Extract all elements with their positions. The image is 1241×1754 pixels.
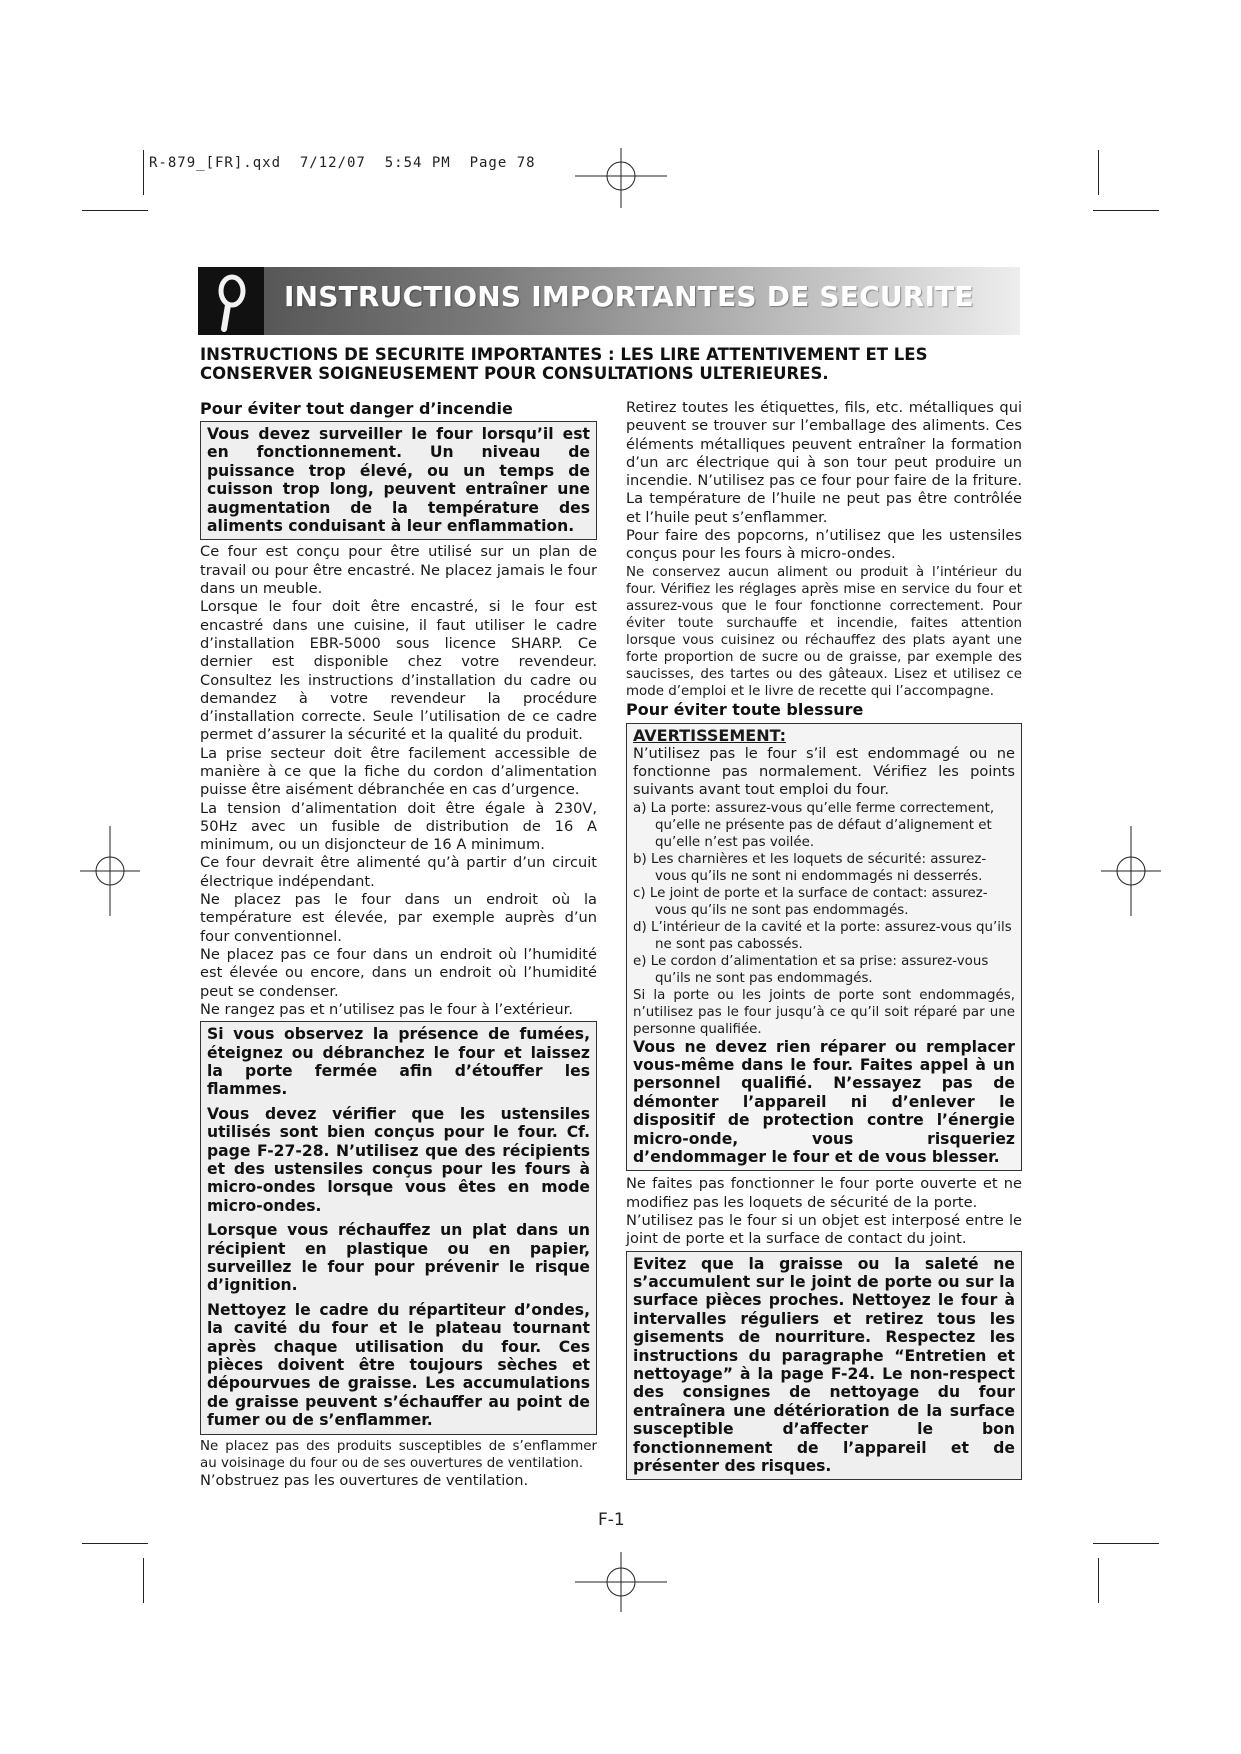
box-paragraph: Vous ne devez rien réparer ou remplacer vous-même dans le four. Faites appel à un personnel qualifié. N’essayez pas de démonter l’appareil ni d’enlever le dispositif de protection contre l’énergie micro-onde, vous risqueriez d’endommager le four et de vous blesser. [633, 1037, 1015, 1166]
box-paragraph: Evitez que la graisse ou la saleté ne s’accumulent sur le joint de porte ou sur la surface pièces proches. Nettoyez le four à intervalles réguliers et retirez tous les gisements de nourriture. Respectez les instructions du paragraphe “Entretien et nettoyage” à la page F-24. Le non-respect des consignes de nettoyage du four entraînera une détérioration de la surface susceptible d’affecter le bon fonctionnement de l’appareil et de présenter des risques. [633, 1254, 1015, 1476]
crop-mark [1098, 1558, 1099, 1603]
section-heading: Pour éviter toute blessure [626, 699, 864, 719]
left-column [200, 399, 597, 1490]
right-column [626, 399, 1022, 1483]
crop-mark [143, 150, 144, 195]
banner-icon-box [198, 267, 264, 335]
magnifier-icon [198, 267, 264, 335]
registration-mark-icon [1101, 826, 1161, 916]
intro-text: INSTRUCTIONS DE SECURITE IMPORTANTES : LES LIRE ATTENTIVEMENT ET LES CONSERVER SOIGNEUSEMENT POUR CONSULTATIONS ULTERIEURES. [200, 345, 928, 383]
checklist-item: e) Le cordon d’alimentation et sa prise: assurez-vous qu’ils ne sont pas endommagés. [633, 953, 989, 986]
title-banner [198, 267, 1020, 335]
crop-mark [143, 1558, 144, 1603]
registration-mark-icon [80, 826, 140, 916]
warning-box [200, 421, 597, 540]
checklist-item: c) Le joint de porte et la surface de contact: assurez-vous qu’ils ne sont pas endommagés. [633, 885, 988, 918]
body-paragraph: La prise secteur doit être facilement accessible de manière à ce que la fiche du cordon d’alimentation puisse être aisément débranchée en cas d’urgence. [200, 744, 597, 799]
warning-box [200, 1021, 597, 1435]
body-paragraph: Ne placez pas le four dans un endroit où la température est élevée, par exemple auprès d’un four conventionnel. [200, 891, 597, 945]
crop-mark [1093, 210, 1159, 211]
body-paragraph: Ce four devrait être alimenté qu’à partir d’un circuit électrique indépendant. [200, 854, 597, 890]
body-paragraph: Ne placez pas des produits susceptibles de s’enflammer au voisinage du four ou de ses ouvertures de ventilation. [200, 1438, 597, 1471]
body-paragraph: Lorsque le four doit être encastré, si le four est encastré dans une cuisine, il faut utiliser le cadre d’installation EBR-5000 sous licence SHARP. Ce dernier est disponible chez votre revendeur. Consultez les instructions d’installation du cadre ou demandez à votre revendeur la procédure d’installation correcte. Seule l’utilisation de ce cadre permet d’assurer la sécurité et la qualité du produit. [200, 598, 597, 744]
body-paragraph: La tension d’alimentation doit être égale à 230V, 50Hz avec un fusible de distribution de 16 A minimum, ou un disjoncteur de 16 A minimum. [200, 799, 597, 854]
checklist-item: d) L’intérieur de la cavité et la porte: assurez-vous qu’ils ne sont pas cabossés. [633, 919, 1012, 952]
body-paragraph: Ce four est conçu pour être utilisé sur un plan de travail ou pour être encastré. Ne placez jamais le four dans un meuble. [200, 543, 597, 598]
body-paragraph: Ne faites pas fonctionner le four porte ouverte et ne modifiez pas les loquets de sécurité de la porte. [626, 1175, 1022, 1211]
body-paragraph: Retirez toutes les étiquettes, fils, etc. métalliques qui peuvent se trouver sur l’emballage des aliments. Ces éléments métalliques peuvent entraîner la formation d’un arc électrique qui à son tour peut produire un incendie. N’utilisez pas ce four pour faire de la friture. La température de l’huile ne peut pas être contrôlée et l’huile peut s’enflammer. [626, 399, 1022, 526]
crop-mark [1093, 1543, 1159, 1544]
body-paragraph: Ne conservez aucun aliment ou produit à l’intérieur du four. Vérifiez les réglages après mise en service du four et assurez-vous que le four fonctionne correctement. Pour éviter toute surchauffe et incendie, faites attention lorsque vous cuisinez ou réchauffez des plats ayant une forte proportion de sucre ou de graisse, par exemple des saucisses, des tartes ou des gâteaux. Lisez et utilisez ce mode d’emploi et le livre de recette qui l’accompagne. [626, 564, 1022, 699]
banner-title: INSTRUCTIONS IMPORTANTES DE SECURITE [284, 280, 974, 313]
checklist-item: b) Les charnières et les loquets de sécurité: assurez-vous qu’ils ne sont ni endommagés ni desserrés. [633, 851, 987, 884]
warning-title: AVERTISSEMENT: [633, 725, 787, 745]
body-paragraph: Ne placez pas ce four dans un endroit où l’humidité est élevée ou encore, dans un endroit où l’humidité peut se condenser. [200, 945, 597, 1000]
section-heading: Pour éviter tout danger d’incendie [200, 399, 513, 418]
body-paragraph: Pour faire des popcorns, n’utilisez que les ustensiles conçus pour les fours à micro-ondes. [626, 527, 1022, 563]
box-paragraph: Si vous observez la présence de fumées, éteignez ou débranchez le four et laissez la porte fermée afin d’étouffer les flammes. [207, 1025, 590, 1099]
warning-box [626, 723, 1022, 1172]
crop-mark [1098, 150, 1099, 195]
box-paragraph: Nettoyez le cadre du répartiteur d’ondes, la cavité du four et le plateau tournant après chaque utilisation du four. Ces pièces doivent être toujours sèches et dépourvues de graisse. Les accumulations de graisse peuvent s’échauffer au point de fumer ou de s’enflammer. [207, 1300, 590, 1430]
body-paragraph: N’obstruez pas les ouvertures de ventilation. [200, 1471, 529, 1489]
warning-note: Si la porte ou les joints de porte sont endommagés, n’utilisez pas le four jusqu’à ce qu’il soit réparé par une personne qualifiée. [633, 987, 1015, 1037]
print-slug: R-879_[FR].qxd 7/12/07 5:54 PM Page 78 [149, 155, 536, 171]
crop-mark [82, 210, 148, 211]
box-paragraph: Vous devez vérifier que les ustensiles utilisés sont bien conçus pour le four. Cf. page F-27-28. N’utilisez que des récipients et des ustensiles conçus pour les fours à micro-ondes lorsque vous êtes en mode micro-ondes. [207, 1104, 590, 1215]
box-paragraph: Lorsque vous réchauffez un plat dans un récipient en plastique ou en papier, surveillez le four pour prévenir le risque d’ignition. [207, 1221, 590, 1295]
registration-mark-icon [575, 1552, 667, 1612]
crop-mark [82, 1543, 148, 1544]
checklist-item: a) La porte: assurez-vous qu’elle ferme correctement, qu’elle ne présente pas de défaut d’alignement et qu’elle n’est pas voilée. [633, 800, 995, 850]
body-paragraph: Ne rangez pas et n’utilisez pas le four à l’extérieur. [200, 1000, 573, 1018]
box-paragraph: Vous devez surveiller le four lorsqu’il est en fonctionnement. Un niveau de puissance trop élevé, ou un temps de cuisson trop long, peuvent entraîner une augmentation de la température des aliments conduisant à leur enflammation. [207, 425, 590, 536]
warning-box [626, 1251, 1022, 1481]
registration-mark-icon [575, 148, 667, 208]
warning-lead: N’utilisez pas le four s’il est endommagé ou ne fonctionne pas normalement. Vérifiez les points suivants avant tout emploi du four. [633, 744, 1015, 799]
body-paragraph: N’utilisez pas le four si un objet est interposé entre le joint de porte et la surface de contact du joint. [626, 1212, 1022, 1248]
page-number: F-1 [598, 1510, 625, 1530]
